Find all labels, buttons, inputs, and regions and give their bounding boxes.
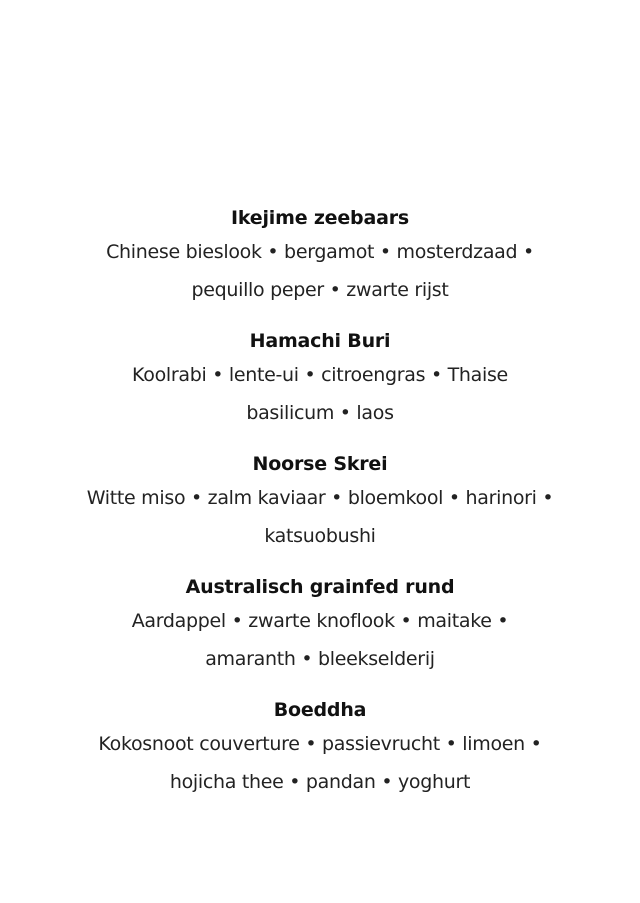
course-description <box>0 479 640 555</box>
course-description-line: Chinese bieslook • bergamot • mosterdzaad • <box>106 241 534 263</box>
course-title: Ikejime zeebaars <box>231 207 409 229</box>
course-description <box>0 725 640 801</box>
menu-course <box>0 572 640 678</box>
course-title: Noorse Skrei <box>252 453 388 475</box>
course-description-line: Koolrabi • lente-ui • citroengras • Thaise <box>132 364 508 386</box>
menu-course <box>0 203 640 309</box>
course-description <box>0 233 640 309</box>
course-title: Hamachi Buri <box>249 330 391 352</box>
course-description-line: Aardappel • zwarte knoflook • maitake • <box>131 610 509 632</box>
course-description-line: katsuobushi <box>264 525 376 547</box>
course-description-line: hojicha thee • pandan • yoghurt <box>169 771 471 793</box>
course-description <box>0 602 640 678</box>
course-description-line: amaranth • bleekselderij <box>205 648 435 670</box>
course-title: Boeddha <box>273 699 367 721</box>
course-description-line: Witte miso • zalm kaviaar • bloemkool • harinori • <box>86 487 554 509</box>
course-description <box>0 356 640 432</box>
course-description-line: pequillo peper • zwarte rijst <box>191 279 449 301</box>
course-title: Australisch grainfed rund <box>185 576 455 598</box>
course-description-line: Kokosnoot couverture • passievrucht • limoen • <box>98 733 542 755</box>
menu-list <box>0 203 640 818</box>
menu-course <box>0 449 640 555</box>
menu-course <box>0 326 640 432</box>
course-description-line: basilicum • laos <box>246 402 394 424</box>
menu-course <box>0 695 640 801</box>
